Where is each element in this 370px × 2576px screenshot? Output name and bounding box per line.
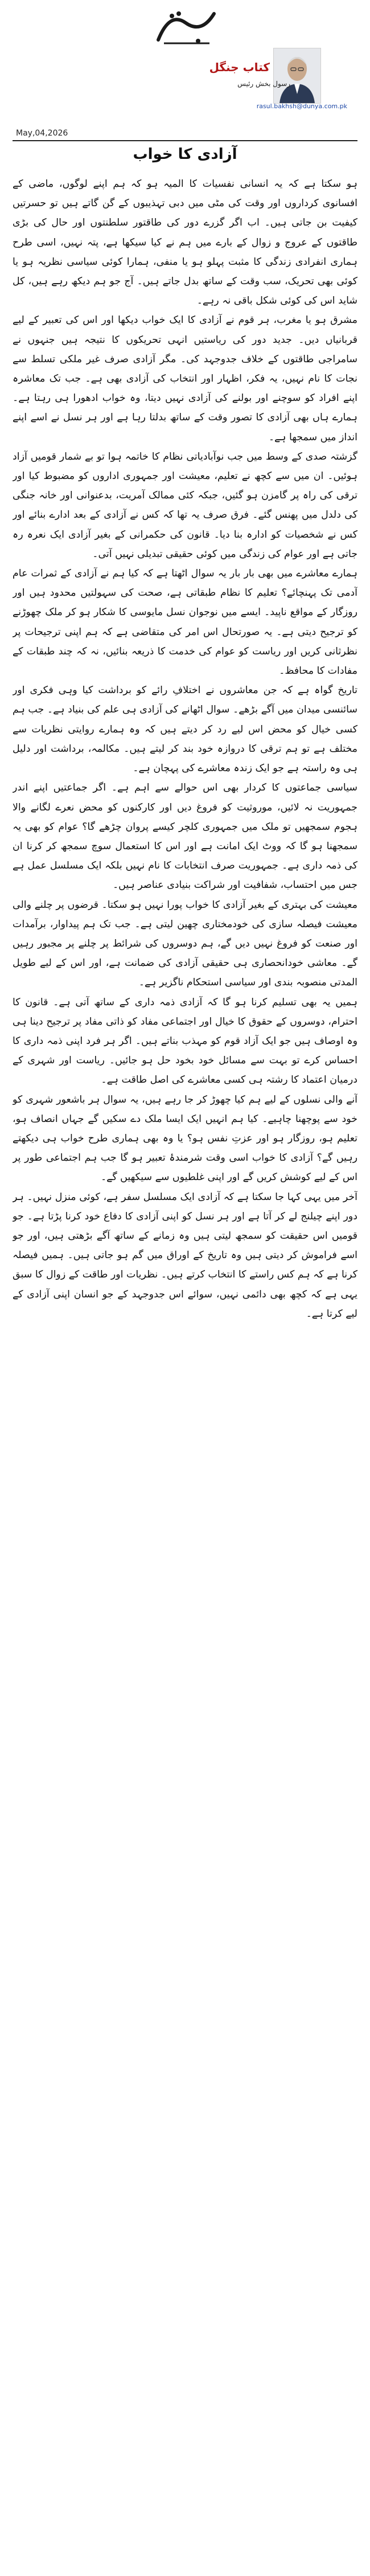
article-paragraph: مشرق ہو یا مغرب، ہر قوم نے آزادی کا ایک خواب دیکھا اور اس کی تعبیر کے لیے قربانیاں دیں۔ جدید دور کی ریاستیں انہی تحریکوں کا نتیجہ ہیں جنہوں نے سامراجی طاقتوں کے خلاف جدوجہد کی۔ مگر آزادی صرف غیر ملکی تسلط سے نجات کا نام نہیں، یہ فکر، اظہار اور انتخاب کی آزادی بھی ہے۔ جب تک معاشرہ اپنے افراد کو سوچنے اور بولنے کی آزادی نہیں دیتا، وہ خواب ادھورا ہی رہتا ہے۔ ہمارے ہاں بھی آزادی کا تصور وقت کے ساتھ بدلتا رہا ہے اور ہر نسل نے اسے اپنے انداز میں سمجھا ہے۔	[13, 314, 357, 443]
author-photo	[273, 48, 321, 104]
article-title: آزادی کا خواب	[133, 146, 237, 163]
article-paragraph: ہمارے معاشرے میں بھی بار بار یہ سوال اٹھتا ہے کہ کیا ہم نے آزادی کے ثمرات عام آدمی تک پہنچائے؟ تعلیم کا نظام طبقاتی ہے، صحت کی سہولتیں محدود ہیں اور روزگار کے مواقع ناپید۔ ایسے میں نوجوان نسل مایوسی کا شکار ہو کر ملک چھوڑنے کو ترجیح دیتی ہے۔ یہ صورتحال اس امر کی متقاضی ہے کہ ہم اپنی ترجیحات پر نظرثانی کریں اور ریاست کو عوام کی خدمت کا ذریعہ بنائیں، نہ کہ چند طبقات کے مفادات کا محافظ۔	[13, 568, 357, 677]
article-paragraph: ہو سکتا ہے کہ یہ انسانی نفسیات کا المیہ ہو کہ ہم اپنے لوگوں، ماضی کے افسانوی کرداروں اور وقت کی مٹی میں دبی تہذیبوں کے گن گاتے ہیں تو حسرتیں کیفیت بن جاتی ہیں۔ اب اگر گزرے دور کی طاقتور سلطنتوں اور حال کی بڑی طاقتوں کے عروج و زوال کے بارے میں ہم نے کیا سیکھا ہے، پتہ نہیں، اسی طرح ہماری انفرادی زندگی کا مثبت پہلو ہو یا منفی، ہمارا کوئی سیاسی نظریہ ہو یا کوئی بھی تحریک، سب وقت کے ساتھ بدل جاتے ہیں۔ آج جو ہم دیکھ رہے ہیں، کل شاید اس کی کوئی شکل باقی نہ رہے۔	[13, 178, 357, 307]
publish-date: May,04,2026	[16, 129, 68, 138]
article-paragraph: ہمیں یہ بھی تسلیم کرنا ہو گا کہ آزادی ذمہ داری کے ساتھ آتی ہے۔ قانون کا احترام، دوسروں کے حقوق کا خیال اور اجتماعی مفاد کو ذاتی مفاد پر ترجیح دینا ہی وہ اوصاف ہیں جو ایک آزاد قوم کو مہذب بناتے ہیں۔ اگر ہر فرد اپنی ذمہ داری کا احساس کرے تو بہت سے مسائل خود بخود حل ہو جائیں۔ ریاست اور شہری کے درمیان اعتماد کا رشتہ ہی کسی معاشرے کی اصل طاقت ہے۔	[13, 996, 357, 1086]
article-paragraph: آخر میں یہی کہا جا سکتا ہے کہ آزادی ایک مسلسل سفر ہے، کوئی منزل نہیں۔ ہر دور اپنے چیلنج لے کر آتا ہے اور ہر نسل کو اپنی آزادی کا دفاع خود کرنا پڑتا ہے۔ جو قومیں اس حقیقت کو سمجھ لیتی ہیں وہ زمانے کے ساتھ آگے بڑھتی ہیں، اور جو اسے فراموش کر دیتی ہیں وہ تاریخ کے اوراق میں گم ہو جاتی ہیں۔ ہمیں فیصلہ کرنا ہے کہ ہم کس راستے کا انتخاب کرتے ہیں۔ نظریات اور طاقت کے زوال کا سبق یہی ہے کہ کچھ بھی دائمی نہیں، سوائے اس جدوجہد کے جو انسان اپنی آزادی کے لیے کرتا ہے۔	[13, 1191, 357, 1320]
newspaper-logo[interactable]	[153, 6, 220, 48]
header-divider	[13, 140, 357, 141]
article-paragraph: سیاسی جماعتوں کا کردار بھی اس حوالے سے اہم ہے۔ اگر جماعتیں اپنے اندر جمہوریت نہ لائیں، موروثیت کو فروغ دیں اور کارکنوں کو محض نعرے لگانے والا ہجوم سمجھیں تو ملک میں جمہوری کلچر کیسے پروان چڑھے گا؟ عوام کو بھی یہ سمجھنا ہو گا کہ ووٹ ایک امانت ہے اور اس کا استعمال سوچ سمجھ کر کرنا ان کی ذمہ داری ہے۔ جمہوریت صرف انتخابات کا نام نہیں بلکہ ایک مسلسل عمل ہے جس میں احتساب، شفافیت اور شراکت بنیادی عناصر ہیں۔	[13, 782, 357, 891]
author-avatar-icon	[274, 48, 320, 103]
article-body	[13, 174, 357, 2561]
column-title: کتاب جنگل	[209, 60, 270, 74]
author-email[interactable]: rasul.bakhsh@dunya.com.pk	[256, 103, 347, 110]
article-paragraph: معیشت کی بہتری کے بغیر آزادی کا خواب پورا نہیں ہو سکتا۔ قرضوں پر چلنے والی معیشت فیصلہ سازی کی خودمختاری چھین لیتی ہے۔ جب تک ہم پیداوار، برآمدات اور صنعت کو فروغ نہیں دیں گے، ہم دوسروں کی شرائط پر چلنے پر مجبور رہیں گے۔ معاشی خودانحصاری ہی حقیقی آزادی کی ضمانت ہے، اور اس کے لیے طویل المدتی منصوبہ بندی اور سیاسی استحکام ناگزیر ہے۔	[13, 899, 357, 989]
article-paragraph: گزشتہ صدی کے وسط میں جب نوآبادیاتی نظام کا خاتمہ ہوا تو بے شمار قومیں آزاد ہوئیں۔ ان میں سے کچھ نے تعلیم، معیشت اور جمہوری اداروں کو مضبوط کیا اور ترقی کی راہ پر گامزن ہو گئیں، جبکہ کئی ممالک آمریت، بدعنوانی اور خانہ جنگی کی دلدل میں پھنس گئے۔ فرق صرف یہ تھا کہ کس نے آزادی کے بعد ادارے بنائے اور کس نے شخصیات کو ادارہ بنا دیا۔ قانون کی حکمرانی کے بغیر آزادی ایک نعرہ رہ جاتی ہے اور عوام کی زندگی میں کوئی حقیقی تبدیلی نہیں آتی۔	[13, 451, 357, 560]
article-paragraph: آنے والی نسلوں کے لیے ہم کیا چھوڑ کر جا رہے ہیں، یہ سوال ہر باشعور شہری کو خود سے پوچھنا چاہیے۔ کیا ہم انہیں ایک ایسا ملک دے سکیں گے جہاں انصاف ہو، تعلیم ہو، روزگار ہو اور عزتِ نفس ہو؟ یا وہ بھی ہماری طرح خواب ہی دیکھتے رہیں گے؟ آزادی کا خواب اسی وقت شرمندۂ تعبیر ہو گا جب ہم اجتماعی طور پر اس کے لیے کوشش کریں گے اور اپنی غلطیوں سے سیکھیں گے۔	[13, 1094, 357, 1183]
article-paragraph: تاریخ گواہ ہے کہ جن معاشروں نے اختلافِ رائے کو برداشت کیا وہی فکری اور سائنسی میدان میں آگے بڑھے۔ سوال اٹھانے کی آزادی ہی علم کی بنیاد ہے۔ جب ہم کسی خیال کو محض اس لیے رد کر دیتے ہیں کہ وہ ہمارے روایتی نظریات سے مختلف ہے تو ہم ترقی کا دروازہ خود بند کر لیتے ہیں۔ مکالمہ، برداشت اور دلیل ہی وہ راستہ ہے جو ایک زندہ معاشرے کی پہچان ہے۔	[13, 685, 357, 775]
author-name: رسول بخش رئیس	[237, 80, 290, 88]
masthead	[0, 0, 370, 138]
